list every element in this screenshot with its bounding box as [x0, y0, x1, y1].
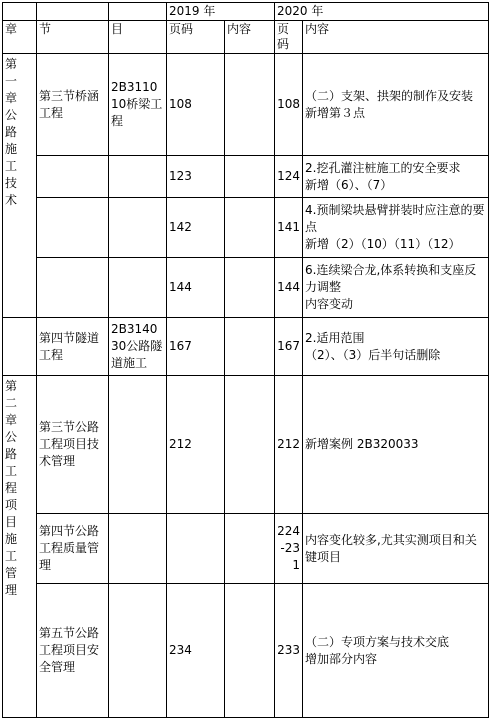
table-row — [3, 54, 489, 156]
content-line: 2.挖孔灌注桩施工的安全要求 — [305, 160, 461, 175]
header-content-2020: 内容 — [303, 21, 489, 54]
content-2020-cell — [303, 198, 489, 258]
header-row-columns — [3, 21, 489, 54]
page-2019-cell — [167, 514, 225, 584]
content-line: 2.适用范围 — [305, 330, 365, 345]
content-2020-cell — [303, 258, 489, 318]
section-cell: 第五节公路工程项目安全管理 — [37, 584, 109, 718]
header-year-2020: 2020 年 — [275, 3, 489, 21]
header-blank-item — [109, 3, 167, 21]
content-line: 4.预制梁块悬臂拼装时应注意的要点 — [305, 203, 485, 234]
content-line: 新增（2）（10）（11）（12） — [305, 237, 461, 251]
content-2020-cell — [303, 376, 489, 514]
content-line: 新增第３点 — [305, 105, 366, 120]
content-2019-cell — [225, 156, 275, 198]
page-2019-cell: 142 — [167, 198, 225, 258]
table-row — [3, 258, 489, 318]
content-2020-cell — [303, 584, 489, 718]
comparison-table — [2, 2, 489, 718]
header-section: 节 — [37, 21, 109, 54]
chapter-cell — [3, 318, 37, 376]
table-row — [3, 318, 489, 376]
content-line: 新增（6）、（7） — [305, 177, 393, 192]
item-cell — [109, 156, 167, 198]
page-2020-cell: 108 — [275, 54, 303, 156]
content-2020-cell — [303, 54, 489, 156]
content-2019-cell — [225, 514, 275, 584]
header-item: 目 — [109, 21, 167, 54]
page-2020-cell: 212 — [275, 376, 303, 514]
section-cell: 第四节隧道工程 — [37, 318, 109, 376]
content-line: 内容变动 — [305, 297, 354, 311]
header-row-years — [3, 3, 489, 21]
header-content-2019: 内容 — [225, 21, 275, 54]
content-2020-cell — [303, 318, 489, 376]
header-page-2019: 页码 — [167, 21, 225, 54]
content-line: （二）专项方案与技术交底 — [305, 634, 450, 649]
item-cell: 2B311010桥梁工程 — [109, 54, 167, 156]
content-2019-cell — [225, 198, 275, 258]
chapter-cell: 第 一 章 公 路 施 工 技 术 — [3, 54, 37, 318]
table-row — [3, 514, 489, 584]
page-2019-cell: 234 — [167, 584, 225, 718]
content-2020-cell — [303, 514, 489, 584]
content-2019-cell — [225, 258, 275, 318]
content-2019-cell — [225, 376, 275, 514]
comparison-table-wrapper — [2, 2, 489, 718]
page-2019-cell: 108 — [167, 54, 225, 156]
section-cell — [37, 258, 109, 318]
page-2020-cell: 224-231 — [275, 514, 303, 584]
header-chapter: 章 — [3, 21, 37, 54]
content-line: 6.连续梁合龙,体系转换和支座反力调整 — [305, 263, 477, 294]
item-cell — [109, 258, 167, 318]
page-2019-cell: 144 — [167, 258, 225, 318]
content-2020-cell — [303, 156, 489, 198]
item-cell — [109, 514, 167, 584]
table-row — [3, 198, 489, 258]
page-2020-cell: 141 — [275, 198, 303, 258]
content-2019-cell — [225, 54, 275, 156]
item-cell — [109, 376, 167, 514]
page-2020-cell: 233 — [275, 584, 303, 718]
content-2019-cell — [225, 584, 275, 718]
header-page-2020: 页码 — [275, 21, 303, 54]
content-line: 新增案例 2B320033 — [305, 437, 419, 451]
page-2020-cell: 144 — [275, 258, 303, 318]
content-line: 内容变化较多,尤其实测项目和关键项目 — [305, 532, 477, 564]
content-line: （2）、（3）后半句话删除 — [305, 347, 441, 362]
page-2019-cell: 212 — [167, 376, 225, 514]
item-cell — [109, 584, 167, 718]
content-line: 增加部分内容 — [305, 651, 378, 666]
item-cell — [109, 198, 167, 258]
content-line: （二）支架、拱架的制作及安装 — [305, 88, 474, 103]
chapter-cell: 第 二 章 公 路 工 程 项 目 施 工 管 理 — [3, 376, 37, 718]
table-row — [3, 376, 489, 514]
header-year-2019: 2019 年 — [167, 3, 275, 21]
header-blank-chapter — [3, 3, 37, 21]
table-row — [3, 156, 489, 198]
section-cell: 第四节公路工程质量管理 — [37, 514, 109, 584]
page-2020-cell: 167 — [275, 318, 303, 376]
section-cell — [37, 198, 109, 258]
page-2019-cell: 167 — [167, 318, 225, 376]
page-2019-cell: 123 — [167, 156, 225, 198]
page-2020-cell: 124 — [275, 156, 303, 198]
content-2019-cell — [225, 318, 275, 376]
table-row — [3, 584, 489, 718]
item-cell: 2B314030公路隧道施工 — [109, 318, 167, 376]
section-cell: 第三节公路工程项目技术管理 — [37, 376, 109, 514]
section-cell — [37, 156, 109, 198]
section-cell: 第三节桥涵工程 — [37, 54, 109, 156]
header-blank-section — [37, 3, 109, 21]
